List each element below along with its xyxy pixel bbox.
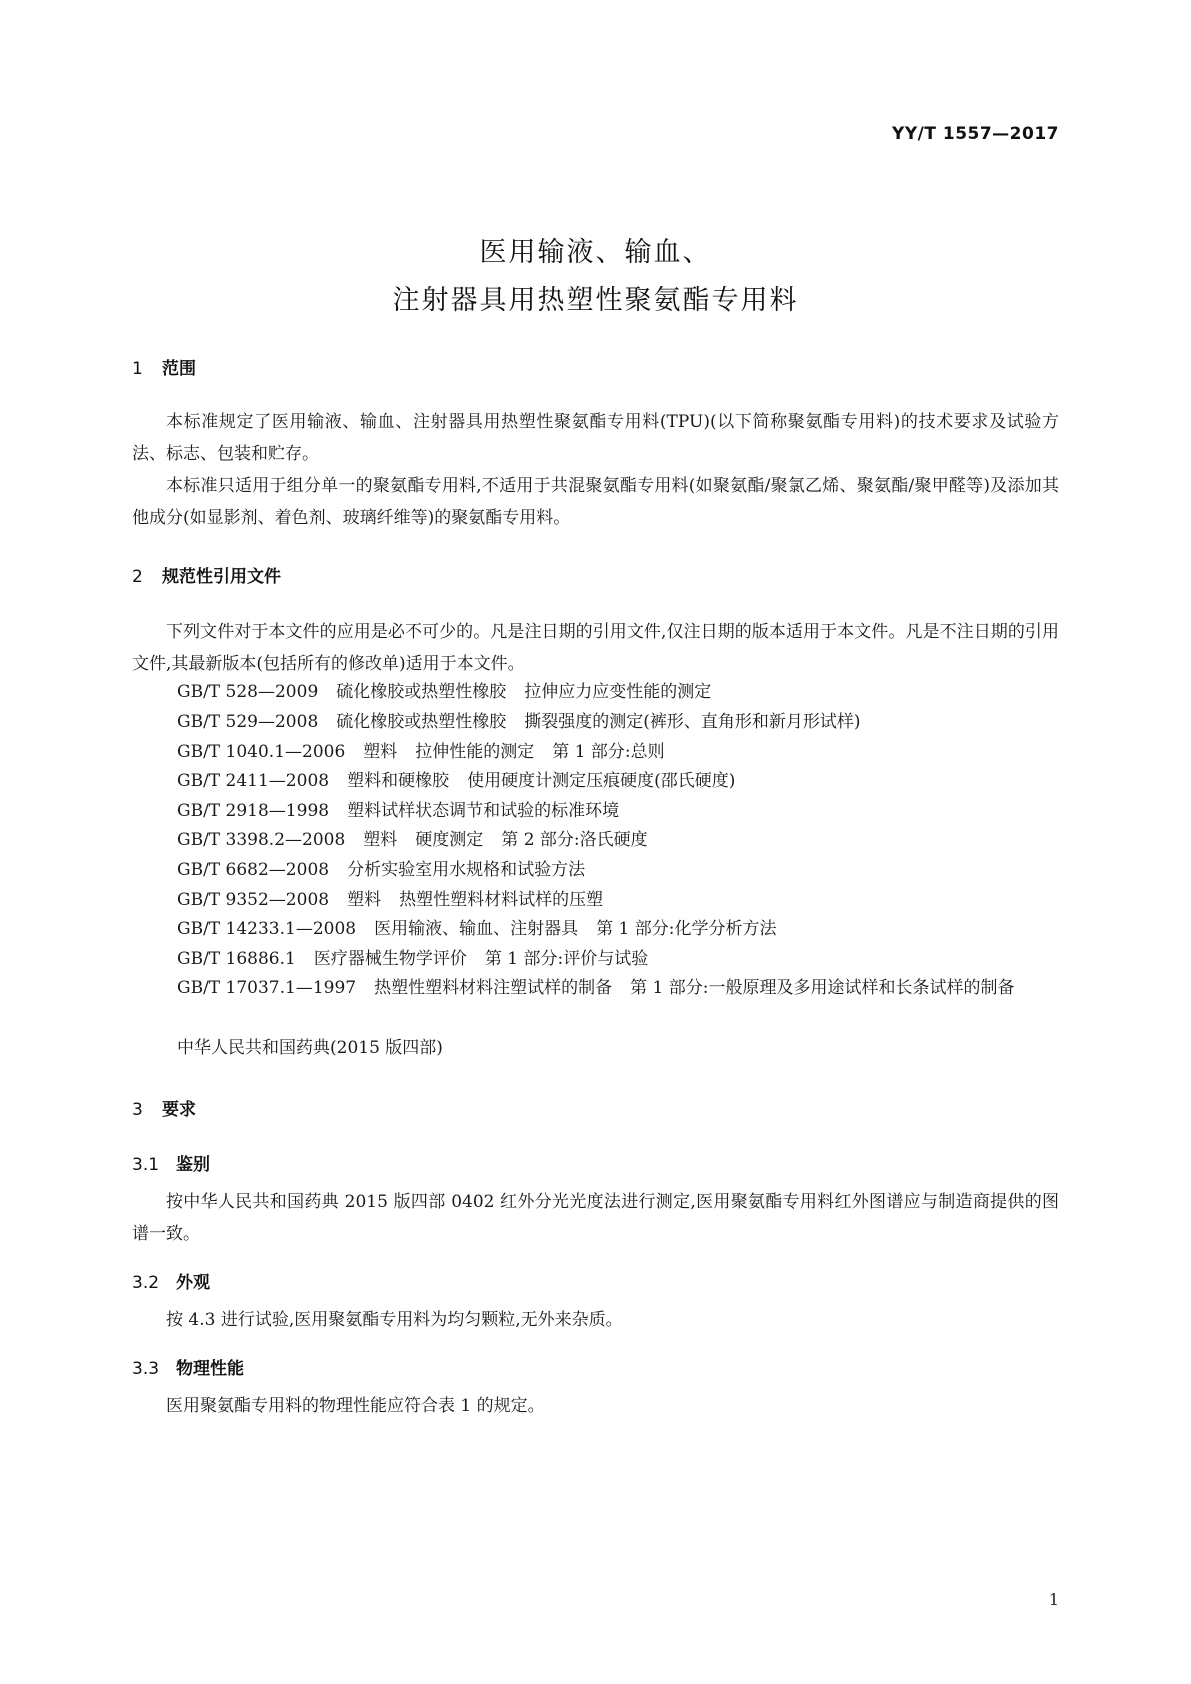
section-number: 3 xyxy=(132,1100,143,1120)
page-number: 1 xyxy=(1048,1590,1059,1609)
document-title-line-1: 医用输液、输血、 xyxy=(479,237,712,268)
section-2-intro: 下列文件对于本文件的应用是必不可少的。凡是注日期的引用文件,仅注日期的版本适用于本文件。凡是不注日期的引用文件,其最新版本(包括所有的修改单)适用于本文件。 xyxy=(132,622,1059,674)
subsection-3-3-text: 医用聚氨酯专用料的物理性能应符合表 1 的规定。 xyxy=(166,1396,545,1416)
reference-item: GB/T 6682—2008 分析实验室用水规格和试验方法 xyxy=(177,860,586,880)
section-1-paragraph-1: 本标准规定了医用输液、输血、注射器具用热塑性聚氨酯专用料(TPU)(以下简称聚氨酯专用料)的技术要求及试验方法、标志、包装和贮存。 xyxy=(132,412,1059,464)
subsection-title: 外观 xyxy=(176,1273,210,1293)
reference-item: GB/T 14233.1—2008 医用输液、输血、注射器具 第 1 部分:化学分析方法 xyxy=(177,919,777,939)
document-title-line-2: 注射器具用热塑性聚氨酯专用料 xyxy=(392,285,799,316)
subsection-3-1-heading xyxy=(132,1150,210,1175)
section-title: 要求 xyxy=(162,1100,196,1120)
reference-item: GB/T 9352—2008 塑料 热塑性塑料材料试样的压塑 xyxy=(177,890,604,910)
reference-item: GB/T 529—2008 硫化橡胶或热塑性橡胶 撕裂强度的测定(裤形、直角形和新月形试样) xyxy=(177,712,861,732)
subsection-3-1-text: 按中华人民共和国药典 2015 版四部 0402 红外分光光度法进行测定,医用聚氨酯专用料红外图谱应与制造商提供的图谱一致。 xyxy=(132,1192,1059,1244)
reference-item: GB/T 528—2009 硫化橡胶或热塑性橡胶 拉伸应力应变性能的测定 xyxy=(177,682,712,702)
subsection-number: 3.1 xyxy=(132,1155,160,1175)
reference-item: GB/T 16886.1 医疗器械生物学评价 第 1 部分:评价与试验 xyxy=(177,949,649,969)
subsection-title: 物理性能 xyxy=(176,1359,244,1379)
subsection-number: 3.3 xyxy=(132,1359,160,1379)
section-title: 范围 xyxy=(162,359,196,379)
subsection-title: 鉴别 xyxy=(176,1155,210,1175)
reference-item: 中华人民共和国药典(2015 版四部) xyxy=(177,1038,443,1058)
subsection-3-3-heading xyxy=(132,1354,244,1379)
subsection-number: 3.2 xyxy=(132,1273,160,1293)
reference-item: GB/T 2918—1998 塑料试样状态调节和试验的标准环境 xyxy=(177,801,620,821)
section-number: 1 xyxy=(132,359,143,379)
section-1-paragraph-2: 本标准只适用于组分单一的聚氨酯专用料,不适用于共混聚氨酯专用料(如聚氨酯/聚氯乙烯、聚氨酯/聚甲醛等)及添加其他成分(如显影剂、着色剂、玻璃纤维等)的聚氨酯专用料。 xyxy=(132,476,1059,528)
section-number: 2 xyxy=(132,567,143,587)
subsection-3-2-heading xyxy=(132,1268,210,1293)
reference-item-long: GB/T 17037.1—1997 热塑性塑料材料注塑试样的制备 第 1 部分:一般原理及多用途试样和长条试样的制备 xyxy=(177,978,1015,998)
standard-code: YY/T 1557—2017 xyxy=(892,124,1059,144)
section-title: 规范性引用文件 xyxy=(162,567,281,587)
section-2-heading xyxy=(132,562,281,587)
reference-item: GB/T 1040.1—2006 塑料 拉伸性能的测定 第 1 部分:总则 xyxy=(177,742,665,762)
section-3-heading xyxy=(132,1095,196,1120)
section-1-heading xyxy=(132,354,196,379)
reference-item: GB/T 3398.2—2008 塑料 硬度测定 第 2 部分:洛氏硬度 xyxy=(177,830,648,850)
subsection-3-2-text: 按 4.3 进行试验,医用聚氨酯专用料为均匀颗粒,无外来杂质。 xyxy=(166,1310,623,1330)
reference-item: GB/T 2411—2008 塑料和硬橡胶 使用硬度计测定压痕硬度(邵氏硬度) xyxy=(177,771,736,791)
